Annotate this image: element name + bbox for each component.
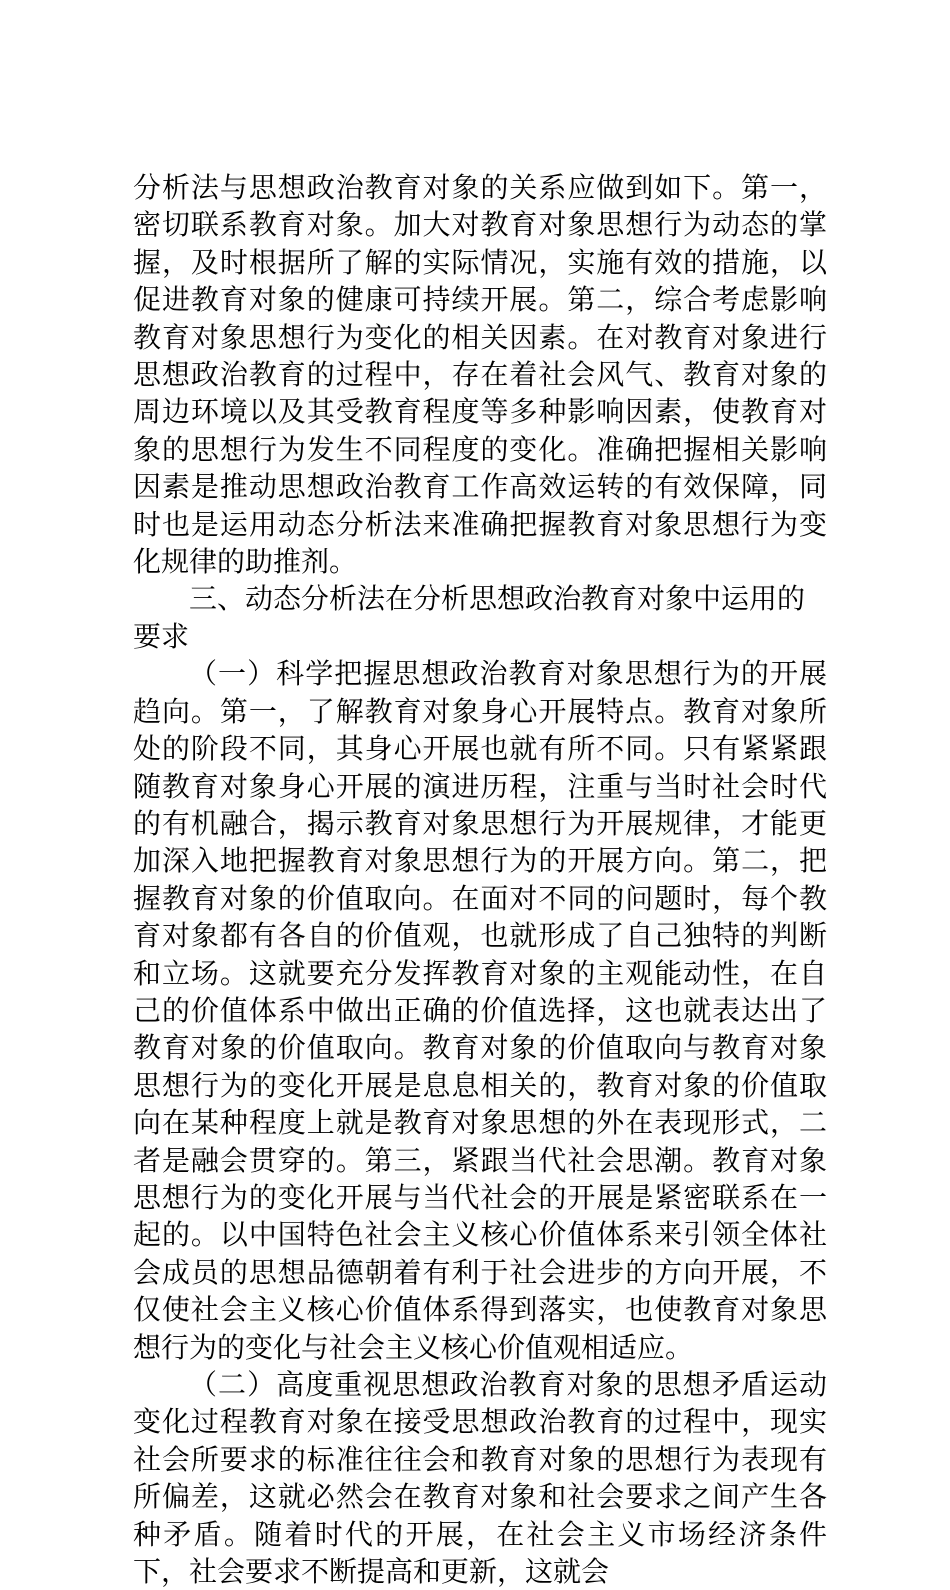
section-heading-3: 三、动态分析法在分析思想政治教育对象中运用的要求 [133,582,806,653]
paragraph-continuation: 分析法与思想政治教育对象的关系应做到如下。第一，密切联系教育对象。加大对教育对象思想行为动态的掌握，及时根据所了解的实际情况，实施有效的措施，以促进教育对象的健康可持续开展。第二，综合考虑影响教育对象思想行为变化的相关因素。在对教育对象进行思想政治教育的过程中，存在着社会风气、教育对象的周边环境以及其受教育程度等多种影响因素，使教育对象的思想行为发生不同程度的变化。准确把握相关影响因素是推动思想政治教育工作高效运转的有效保障，同时也是运用动态分析法来准确把握教育对象思想行为变化规律的助推剂。 [133,171,827,579]
paragraph-subsection-2: （二）高度重视思想政治教育对象的思想矛盾运动变化过程教育对象在接受思想政治教育的过程中，现实社会所要求的标准往往会和教育对象的思想行为表现有所偏差，这就必然会在教育对象和社会要求之间产生各种矛盾。随着时代的开展，在社会主义市场经济条件下，社会要求不断提高和更新，这就会 [133,1368,827,1589]
body-text [133,169,827,1590]
paragraph-subsection-1: （一）科学把握思想政治教育对象思想行为的开展趋向。第一，了解教育对象身心开展特点。教育对象所处的阶段不同，其身心开展也就有所不同。只有紧紧跟随教育对象身心开展的演进历程，注重与当时社会时代的有机融合，揭示教育对象思想行为开展规律，才能更加深入地把握教育对象思想行为的开展方向。第二，把握教育对象的价值取向。在面对不同的问题时，每个教育对象都有各自的价值观，也就形成了自己独特的判断和立场。这就要充分发挥教育对象的主观能动性，在自己的价值体系中做出正确的价值选择，这也就表达出了教育对象的价值取向。教育对象的价值取向与教育对象思想行为的变化开展是息息相关的，教育对象的价值取向在某种程度上就是教育对象思想的外在表现形式，二者是融会贯穿的。第三，紧跟当代社会思潮。教育对象思想行为的变化开展与当代社会的开展是紧密联系在一起的。以中国特色社会主义核心价值体系来引领全体社会成员的思想品德朝着有利于社会进步的方向开展，不仅使社会主义核心价值体系得到落实，也使教育对象思想行为的变化与社会主义核心价值观相适应。 [133,657,827,1364]
